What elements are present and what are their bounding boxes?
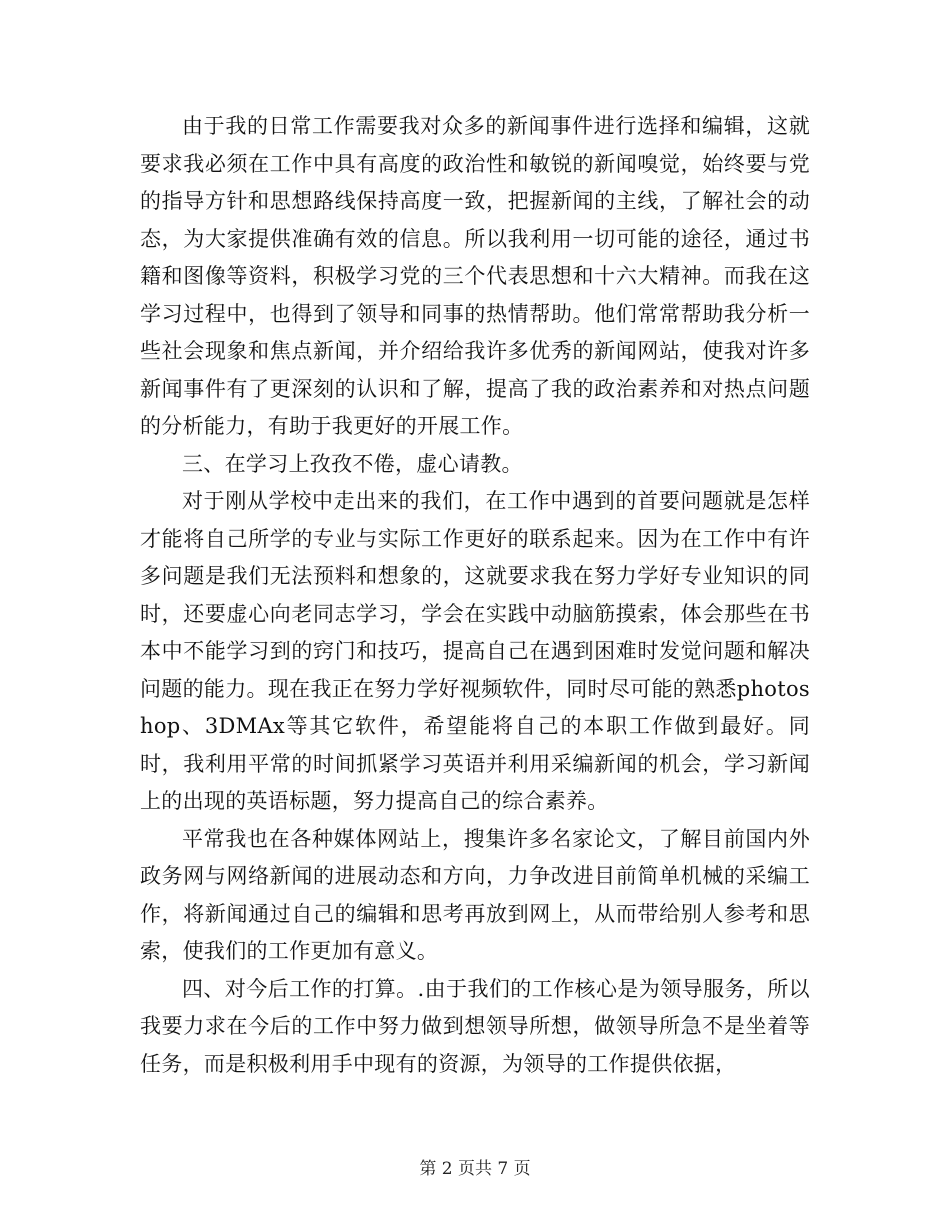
document-body: [140, 108, 810, 1083]
page-number-footer: 第 2 页共 7 页: [419, 1159, 531, 1179]
section-heading-learning: 三、在学习上孜孜不倦，虚心请教。: [182, 451, 523, 476]
paragraph-future-plans: 四、对今后工作的打算。.由于我们的工作核心是为领导服务，所以我要力求在今后的工作中努力做到想领导所想，做领导所急不是坐着等任务，而是积极利用手中现有的资源，为领导的工作提供依据，: [140, 976, 810, 1076]
paragraph-learning: 对于刚从学校中走出来的我们，在工作中遇到的首要问题就是怎样才能将自己所学的专业与实际工作更好的联系起来。因为在工作中有许多问题是我们无法预料和想象的，这就要求我在努力学好专业知识的同时，还要虚心向老同志学习，学会在实践中动脑筋摸索，体会那些在书本中不能学习到的窍门和技巧，提高自己在遇到困难时发觉问题和解决问题的能力。现在我正在努力学好视频软件，同时尽可能的熟悉photoshop、3DMAx等其它软件，希望能将自己的本职工作做到最好。同时，我利用平常的时间抓紧学习英语并利用采编新闻的机会，学习新闻上的出现的英语标题，努力提高自己的综合素养。: [140, 489, 810, 813]
paragraph-news-editing: 由于我的日常工作需要我对众多的新闻事件进行选择和编辑，这就要求我必须在工作中具有高度的政治性和敏锐的新闻嗅觉，始终要与党的指导方针和思想路线保持高度一致，把握新闻的主线，了解社会的动态，为大家提供准确有效的信息。所以我利用一切可能的途径，通过书籍和图像等资料，积极学习党的三个代表思想和十六大精神。而我在这学习过程中，也得到了领导和同事的热情帮助。他们常常帮助我分析一些社会现象和焦点新闻，并介绍给我许多优秀的新闻网站，使我对许多新闻事件有了更深刻的认识和了解，提高了我的政治素养和对热点问题的分析能力，有助于我更好的开展工作。: [140, 114, 810, 438]
paragraph-media-research: 平常我也在各种媒体网站上，搜集许多名家论文，了解目前国内外政务网与网络新闻的进展动态和方向，力争改进目前简单机械的采编工作，将新闻通过自己的编辑和思考再放到网上，从而带给别人参考和思索，使我们的工作更加有意义。: [140, 826, 810, 963]
